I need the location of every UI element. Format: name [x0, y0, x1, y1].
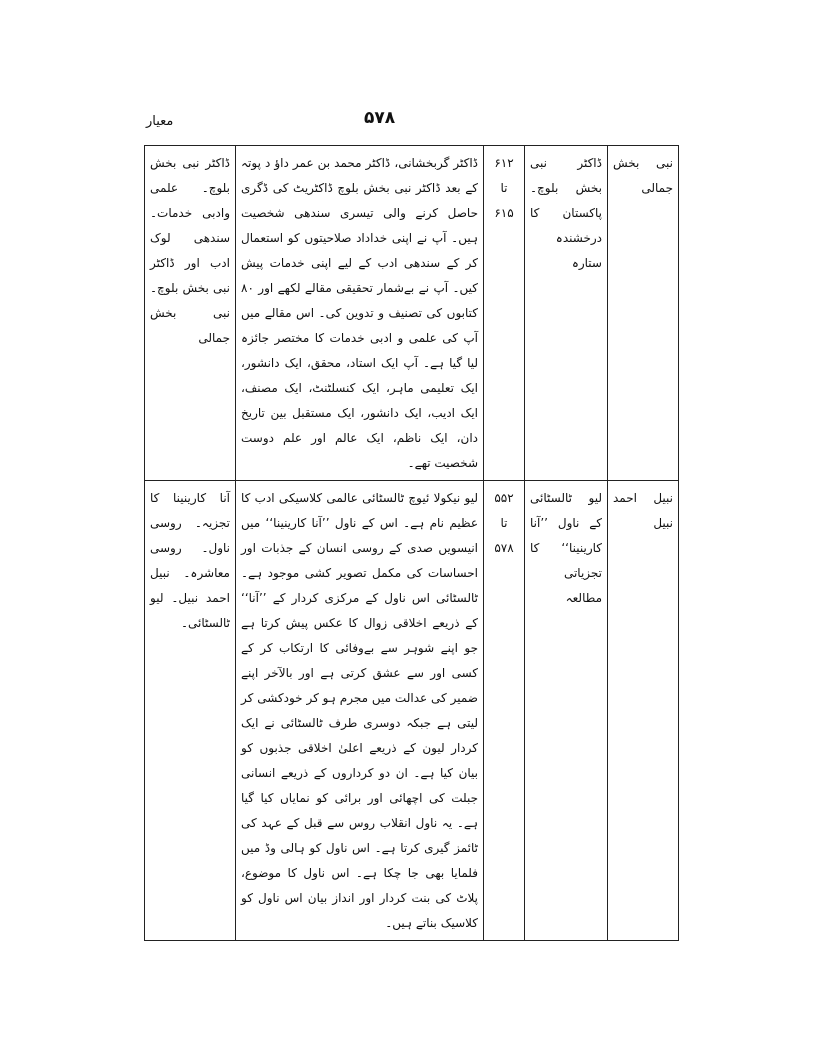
- page-from: ۵۵۲: [494, 491, 514, 505]
- keywords-cell: آنا کارینینا کا تجزیہ۔ روسی ناول۔ روسی معاشرہ۔ نبیل احمد نبیل۔ لیو ٹالسٹائی۔: [145, 481, 236, 941]
- page-to-word: تا: [500, 516, 508, 530]
- table-row: [145, 146, 679, 481]
- pages-cell: [484, 146, 525, 481]
- page-to-word: تا: [500, 181, 508, 195]
- page-to: ۶۱۵: [494, 206, 514, 220]
- title-cell: ڈاکٹر نبی بخش بلوچ۔پاکستان کا درخشندہ ستارہ: [525, 146, 608, 481]
- pages-cell: [484, 481, 525, 941]
- article-index-table: [144, 145, 679, 941]
- page-from: ۶۱۲: [494, 156, 514, 170]
- page-to: ۵۷۸: [494, 541, 514, 555]
- table-row: [145, 481, 679, 941]
- author-cell: نبی بخش جمالی: [608, 146, 679, 481]
- abstract-cell: ڈاکٹر گربخشانی، ڈاکٹر محمد بن عمر داؤ د پوتہ کے بعد ڈاکٹر نبی بخش بلوچ ڈاکٹریٹ کی ڈگری حاصل کرنے والی تیسری سندھی شخصیت ہیں۔ آپ نے اپنی خداداد صلاحیتوں کو استعمال کر کے سندھی ادب کے لیے اپنی خدمات پیش کیں۔ آپ نے بےشمار تحقیقی مقالے لکھے اور ۸۰ کتابوں کی تصنیف و تدوین کی۔ اس مقالے میں آپ کی علمی و ادبی خدمات کا مختصر جائزہ لیا گیا ہے۔ آپ ایک استاد، محقق، ایک دانشور، ایک تعلیمی ماہر، ایک کنسلٹنٹ، ایک مصنف، ایک ادیب، ایک دانشور، ایک مستقبل بین تاریخ دان، ایک ناظم، ایک عالم اور علم دوست شخصیت تھے۔: [236, 146, 484, 481]
- page-number: ۵۷۸: [364, 108, 396, 128]
- title-cell: لیو ٹالسٹائی کے ناول ’’آنا کارینینا‘‘ کا تجزیاتی مطالعہ: [525, 481, 608, 941]
- journal-title: معیار: [146, 114, 174, 129]
- author-cell: نبیل احمد نبیل: [608, 481, 679, 941]
- abstract-cell: لیو نیکولا ئیوچ ٹالسٹائی عالمی کلاسیکی ادب کا عظیم نام ہے۔ اس کے ناول ’’آنا کارینینا‘‘ میں انیسویں صدی کے روسی انسان کے جذبات اور احساسات کی مکمل تصویر کشی موجود ہے۔ ٹالسٹائی اس ناول کے مرکزی کردار کے ’’آنا‘‘ کے ذریعے اخلاقی زوال کا عکس پیش کرتا ہے جو اپنے شوہر سے بےوفائی کا ارتکاب کر کے کسی اور سے عشق کرتی ہے اور بالآخر اپنے ضمیر کی عدالت میں مجرم ہو کر خودکشی کر لیتی ہے جبکہ دوسری طرف ٹالسٹائی نے ایک کردار لیون کے ذریعے اعلیٰ اخلاقی جذبوں کو بیان کیا ہے۔ ان دو کرداروں کے ذریعے انسانی جبلت کی اچھائی اور برائی کو نمایاں کیا گیا ہے۔ یہ ناول انقلاب روس سے قبل کے عہد کی ٹائمز گیری کرتا ہے۔ اس ناول کو ہالی وڈ میں فلمایا بھی جا چکا ہے۔ اس ناول کا موضوع، پلاٹ کی بنت کردار اور انداز بیان اس ناول کو کلاسیک بناتے ہیں۔: [236, 481, 484, 941]
- keywords-cell: ڈاکٹر نبی بخش بلوچ۔ علمی وادبی خدمات۔ سندھی لوک ادب اور ڈاکٹر نبی بخش بلوچ۔ نبی بخش جمالی: [145, 146, 236, 481]
